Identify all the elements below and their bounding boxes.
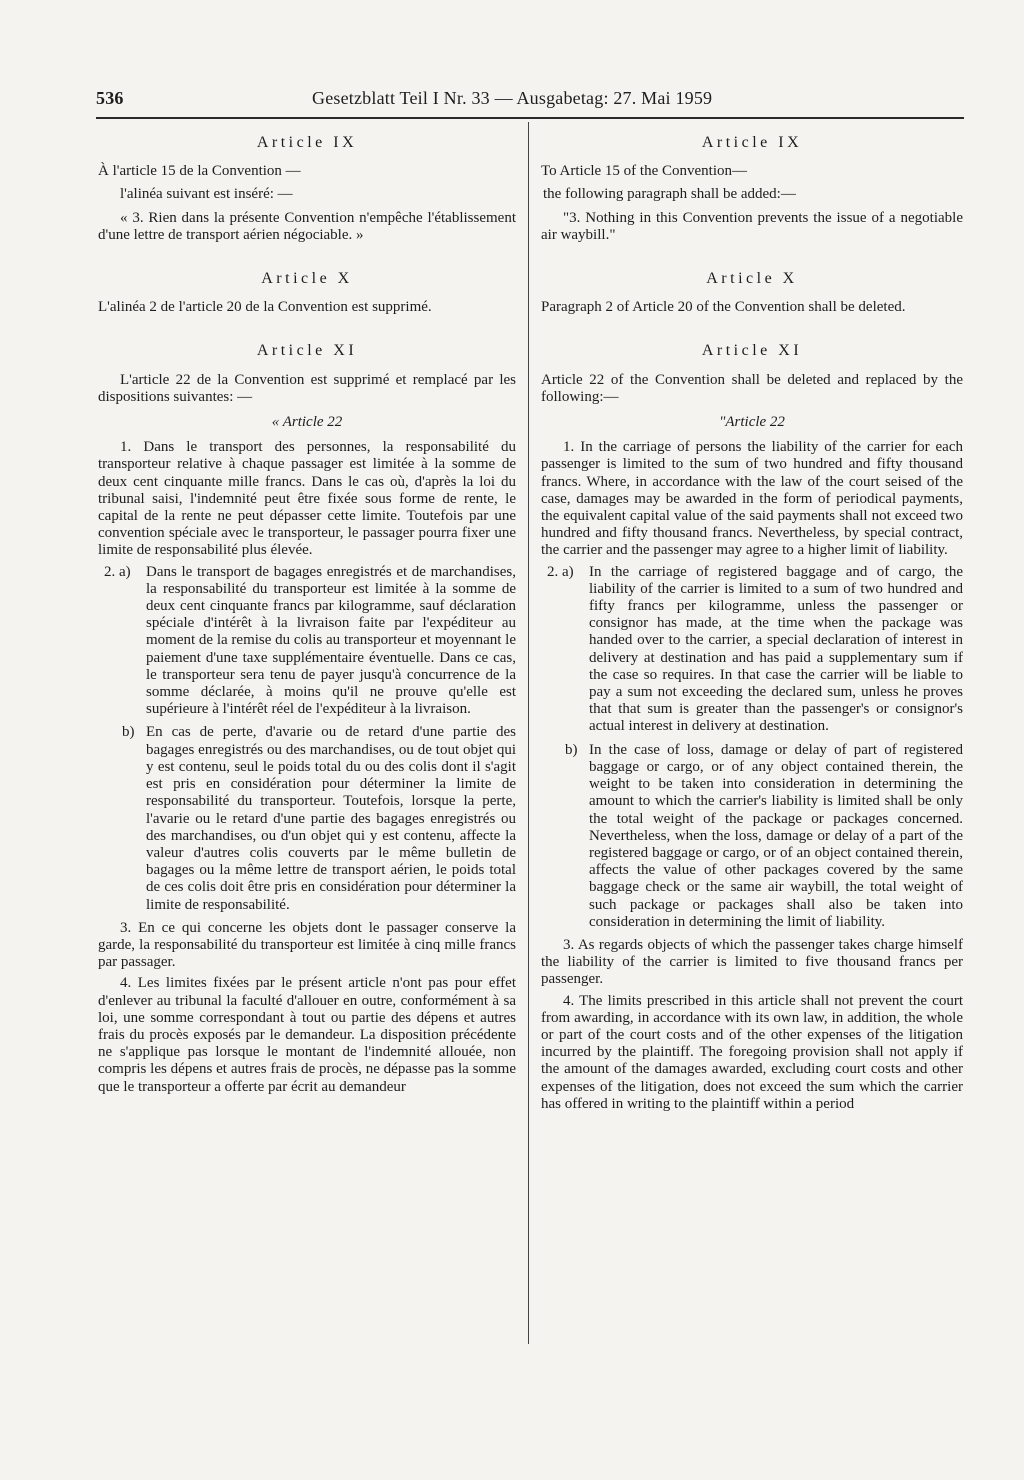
article-ix-intro-en: To Article 15 of the Convention—: [541, 163, 748, 180]
article-x-text-fr: L'alinéa 2 de l'article 20 de la Convention est supprimé.: [98, 299, 432, 316]
paragraph-2a-text-en: In the carriage of registered baggage and of cargo, the liability of the carrier is limited to a sum of two hundred and fifty francs per kilogramme, unless the passenger or consignor has made, at the time when the package was handed over to the carrier, a special declaration of interest in delivery at destination and has paid a supplementary sum if the case so requires. In that case the carrier will be liable to pay a sum not exceeding the declared sum, unless he proves that that sum is greater than the passenger's or consignor's actual interest in delivery at destination.: [589, 563, 963, 735]
paragraph-2b-label-en: b): [565, 741, 578, 758]
article-ix-intro-fr: À l'article 15 de la Convention —: [98, 163, 301, 180]
paragraph-2a-label-fr: 2. a): [104, 563, 131, 580]
page-header: [96, 88, 964, 114]
paragraph-2a-fr: [98, 564, 516, 719]
english-column: [541, 132, 963, 1357]
header-rule: [96, 117, 964, 119]
article-ix-text-fr: « 3. Rien dans la présente Convention n'empêche l'établissement d'une lettre de transport aérien négociable. »: [98, 209, 516, 243]
paragraph-4-fr: 4. Les limites fixées par le présent article n'ont pas pour effet d'enlever au tribunal la faculté d'allouer en outre, conformément à sa loi, une somme correspondant à tout ou partie des dépens et autres frais du procès exposés par le demandeur. La disposition précédente ne s'applique pas lorsque le montant de l'indemnité allouée, non compris les dépens et autres frais de procès, ne dépasse pas la somme que le transporteur a offerte par écrit au demandeur: [98, 975, 516, 1095]
article-22-title-en: "Article 22: [719, 414, 785, 431]
paragraph-2b-label-fr: b): [122, 724, 135, 741]
article-22-title-fr: « Article 22: [271, 414, 343, 431]
page-number: 536: [96, 88, 124, 108]
article-xi-heading-fr: Article XI: [256, 342, 358, 360]
paragraph-2a-text-fr: Dans le transport de bagages enregistrés et de marchandises, la responsabilité du transporteur est limitée à la somme de deux cent cinquante francs par kilogramme, sauf déclaration spéciale d'intérêt à la livraison faite par l'expéditeur au moment de la remise du colis au transporteur et moyennant le paiement d'une taxe supplémentaire éventuelle. Dans ce cas, le transporteur sera tenu de payer jusqu'à concurrence de la somme déclarée, à moins qu'il ne prouve qu'elle est supérieure à l'intérêt réel de l'expéditeur à la livraison.: [146, 563, 516, 718]
article-ix-heading-en: Article IX: [701, 134, 803, 151]
paragraph-2a-label-en: 2. a): [547, 563, 574, 580]
article-xi-intro-en: Article 22 of the Convention shall be deleted and replaced by the following:—: [541, 371, 963, 405]
article-x-heading-fr: Article X: [261, 270, 353, 288]
paragraph-2b-en: [541, 742, 963, 931]
article-ix-sub-fr: l'alinéa suivant est inséré: —: [120, 186, 293, 203]
article-xi-heading-en: Article XI: [701, 342, 803, 360]
article-xi-intro-fr: L'article 22 de la Convention est supprimé et remplacé par les dispositions suivantes: —: [98, 371, 516, 405]
paragraph-3-fr: 3. En ce qui concerne les objets dont le passager conserve la garde, la responsabilité du transporteur est limitée à cinq mille francs par passager.: [98, 919, 516, 971]
paragraph-1-fr: 1. Dans le transport des personnes, la responsabilité du transporteur relative à chaque passager est limitée à la somme de deux cent cinquante mille francs. Dans le cas où, d'après la loi du tribunal saisi, l'indemnité peut être fixée sous forme de rente, le capital de la rente ne peut dépasser cette limite. Toutefois par une convention spéciale avec le transporteur, le passager pourra fixer une limite de responsabilité plus élevée.: [98, 439, 516, 559]
column-divider: [528, 122, 529, 1344]
paragraph-3-en: 3. As regards objects of which the passenger takes charge himself the liability of the carrier is limited to five thousand francs per passenger.: [541, 936, 963, 988]
paragraph-1-en: 1. In the carriage of persons the liability of the carrier for each passenger is limited to the sum of two hundred and fifty thousand francs. Where, in accordance with the law of the court seised of the case, damages may be awarded in the form of periodical payments, the equivalent capital value of the said payments shall not exceed two hundred and fifty thousand francs. Nevertheless, by special contract, the carrier and the passenger may agree to a higher limit of liability.: [541, 439, 963, 559]
paragraph-2b-text-fr: En cas de perte, d'avarie ou de retard d'une partie des bagages enregistrés ou des marchandises, ou de tout objet qui y est contenu, seul le poids total du ou des colis dont il s'agit est pris en considération pour déterminer la limite de responsabilité du transporteur. Toutefois, lorsque la perte, l'avarie ou le retard d'une partie des bagages enregistrés ou des marchandises, ou d'un objet qui y est contenu, affecte la valeur d'autres colis couverts par le même bulletin de bagages ou la même lettre de transport aérien, le poids total de ces colis doit être pris en considération pour déterminer la limite de responsabilité.: [146, 724, 516, 913]
article-x-heading-en: Article X: [706, 270, 798, 288]
french-column: [98, 132, 516, 1357]
gazette-title: Gesetzblatt Teil I Nr. 33 — Ausgabetag: 27. Mai 1959: [312, 88, 713, 108]
paragraph-4-en: 4. The limits prescribed in this article shall not prevent the court from awarding, in accordance with its own law, in addition, the whole or part of the court costs and of the other expenses of the litigation incurred by the plaintiff. The foregoing provision shall not apply if the amount of the damages awarded, excluding court costs and other expenses of the litigation, does not exceed the sum which the carrier has offered in writing to the plaintiff within a period: [541, 992, 963, 1112]
paragraph-2b-text-en: In the case of loss, damage or delay of part of registered baggage or cargo, or of any object contained therein, the weight to be taken into consideration in determining the amount to which the carrier's liability is limited shall be only the total weight of the package or packages concerned. Nevertheless, when the loss, damage or delay of a part of the registered baggage or cargo, or of an object contained therein, affects the value of other packages covered by the same baggage check or the same air waybill, the total weight of such package or packages shall also be taken into consideration in determining the limit of liability.: [589, 741, 963, 930]
paragraph-2b-fr: [98, 724, 516, 913]
article-ix-sub-en: the following paragraph shall be added:—: [543, 186, 796, 203]
article-x-text-en: Paragraph 2 of Article 20 of the Convention shall be deleted.: [541, 299, 906, 316]
article-ix-text-en: "3. Nothing in this Convention prevents the issue of a negotiable air waybill.": [541, 209, 963, 243]
article-ix-heading-fr: Article IX: [256, 134, 358, 151]
paragraph-2a-en: [541, 564, 963, 736]
